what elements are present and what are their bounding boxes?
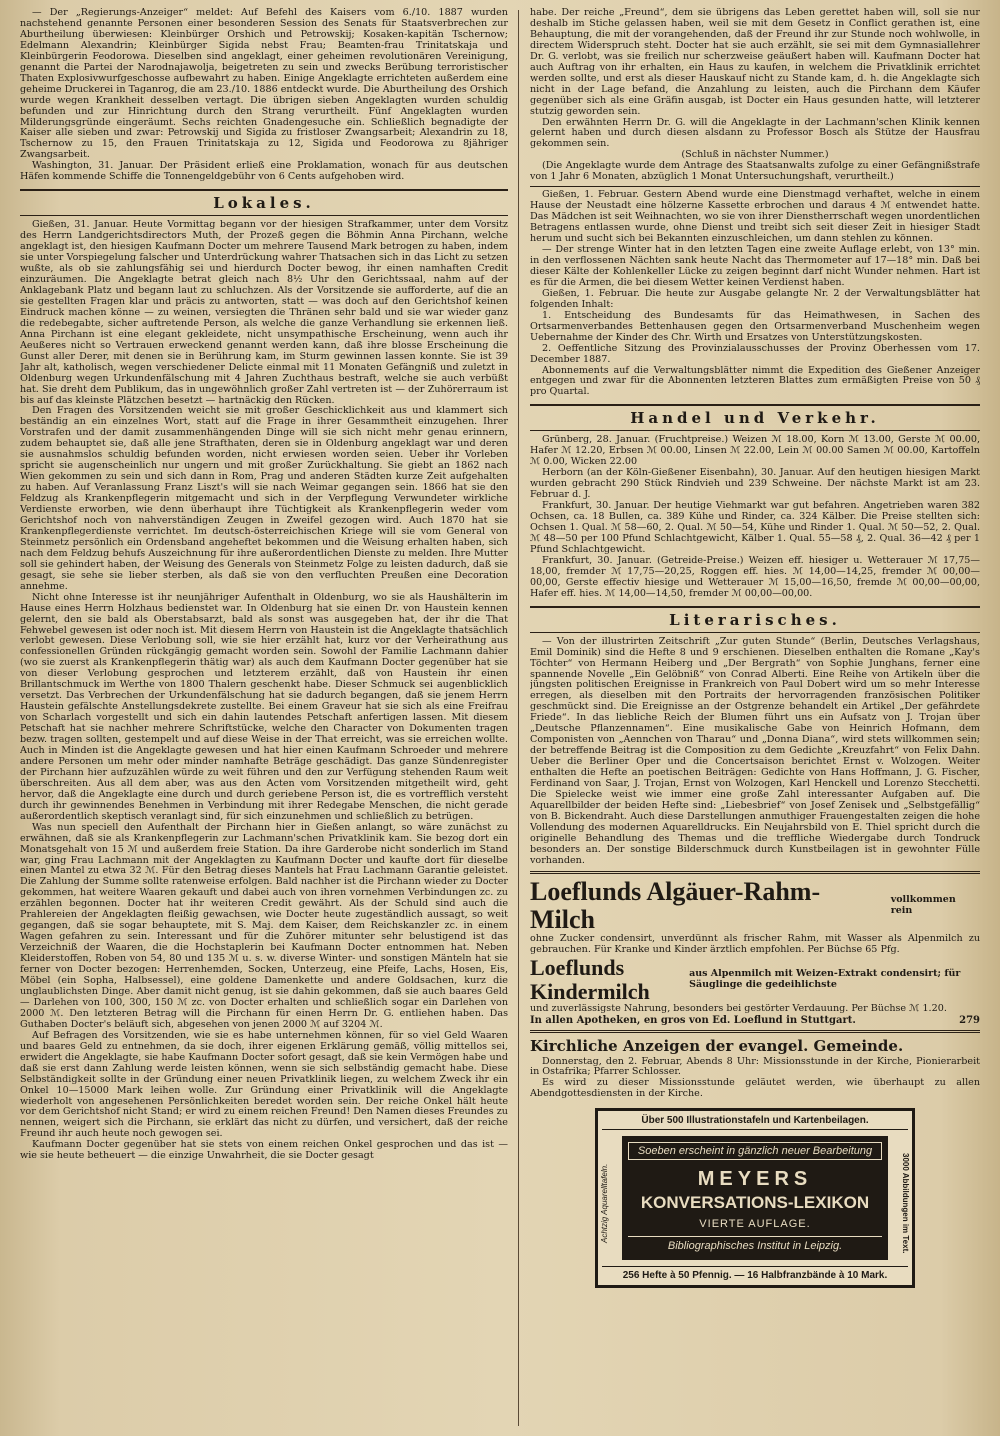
lokales-paragraph: Kaufmann Docter gegenüber hat sie stets von einem reichen Onkel gesprochen und das ist — wie sie heute betheuert — die einzige Unwahrheit, die sie Docter gesagt <box>20 1139 508 1162</box>
ad-footer-text: In allen Apotheken, en gros von Ed. Loeflund in Stuttgart. <box>530 1014 856 1026</box>
divider <box>530 1030 980 1033</box>
market-report: Herborn (an der Köln-Gießener Eisenbahn), 30. Januar. Auf den heutigen hiesigen Markt wurden gebracht 290 Stück Rindvieh und 239 Schweine. Der nächste Markt ist am 23. Februar d. J. <box>530 467 980 501</box>
literary-review: — Von der illustrirten Zeitschrift „Zur guten Stunde“ (Berlin, Deutsches Verlagshaus, Emil Dominik) sind die Hefte 8 und 9 erschienen. Dieselben enthalten die Romane „Kay's Töchter“ von Hermann Heiberg und „Der Bergrath“ von Sophie Junghans, ferner eine spannende Novelle „Ein Gelöbniß“ von Conrad Alberti. Eine Reihe von Artikeln über die jüngsten politischen Ereignisse in Frankreich von Paul Dobert wird um so mehr Interesse erregen, als dieselben mit den Portraits der hervorragenden französischen Politiker geschmückt sind. Die Ereignisse an der Ostgrenze behandelt ein Artikel „Der gefährdete Friede“. In das liebliche Reich der Blumen führt uns ein Aufsatz von J. Trojan über „Deutsche Pflanzennamen“. Eine musikalische Gabe von Heinrich Hofmann, dem Componisten von „Aennchen von Tharau“ und „Donna Diana“, wird stets willkommen sein; der betreffende Beitrag ist die Composition zu dem Gedichte „Kreuzfahrt“ von Felix Dahn. Ueber die Berliner Oper und die Concertsaison berichtet Ernst v. Wolzogen. Weiter enthalten die Hefte an poetischen Beiträgen: Gedichte von Hans Hoffmann, J. G. Fischer, Ferdinand von Saar, J. Trojan, Ernst von Wolzogen, Karl Henckell und Lorenzo Stecchetti. Die Spielecke weist wie immer eine große Zahl interessanter Aufgaben auf. Die Aquarellbilder der beiden Hefte sind: „Liebesbrief“ von Josef Zenisek und „Selbstgefällig“ von B. Bickendraht. Auch diese Darstellungen anmuthiger Frauengestalten zeigen die hohe Vollendung des modernen Aquarelldrucks. Ein Neujahrsbild von E. Thiel spricht durch die originelle Behandlung des Themas und die treffliche Wiedergabe durch Tondruck besonders an. Der sonstige Bilderschmuck durch Kunstbeilagen ist in gewohnter Fülle vorhanden. <box>530 635 980 866</box>
continued-paragraph: Den erwähnten Herrn Dr. G. will die Angeklagte in der Lachmann'schen Klinik kennen gelernt haben und durch diesen alsdann zu Professor Bosch als Stütze der Hausfrau gekommen sein. <box>530 116 980 150</box>
market-report: Grünberg, 28. Januar. (Fruchtpreise.) Weizen ℳ 18.00, Korn ℳ 13.00, Gerste ℳ 00.00, Hafer ℳ 12.20, Erbsen ℳ 00.00, Linsen ℳ 22.00, Lein ℳ 00.00 Samen ℳ 00.00, Kartoffeln ℳ 0.00, Wicken 22.00 <box>530 434 980 468</box>
left-column <box>20 8 508 1428</box>
list-item: 1. Entscheidung des Bundesamts für das Heimathwesen, in Sachen des Ortsarmenverbandes Bettenhausen gegen den Ortsarmenverband Muschenheim wegen Uebernahme der Kinder des Chr. Wirth und Ersatzes von Unterstützungskosten. <box>530 309 980 343</box>
ad-title: Loeflunds Kindermilch <box>530 954 650 1004</box>
ad-side-text: Achtzig Aquarelltafeln. <box>600 1163 609 1243</box>
section-title-lokales: Lokales. <box>20 189 508 216</box>
right-column <box>530 8 980 1428</box>
church-notice: Donnerstag, den 2. Februar, Abends 8 Uhr: Missionsstunde in der Kirche, Pionierarbeit in Ostafrika; Pfarrer Schlosser. <box>530 1055 980 1078</box>
ad-footer <box>530 1015 980 1026</box>
lokales-paragraph: Auf Befragen des Vorsitzenden, wie sie es habe unternehmen können, für so viel Geld Waaren und baares Geld zu entnehmen, da sie doch, ihrer eigenen Erklärung gemäß, völlig mittellos sei, erwidert die Angeklagte, sie habe Kaufmann Docter sofort gesagt, daß sie kein Vermögen habe und daß sie erst dann Zahlung werde leisten können, wenn sie sich selbständig gemacht habe. Diese Selbständigkeit sollte in der Gründung einer neuen Privatklinik liegen, zu welchem Zweck ihr ein Onkel 10—15000 Mark leihen wolle. Zur Gründung einer Privatklinik will die Angeklagte wiederholt von angesehenen Persönlichkeiten beredet worden sein. Der reiche Onkel hält heute vor dem Gerichtshof nicht Stand; er wird zu einem reichen Freund! Den Namen dieses Freundes zu nennen, weigert sich die Pirchann, sie erklärt das nicht zu dürfen, und versichert, daß der reiche Freund ihr auch heute noch gewogen sei. <box>20 1029 508 1140</box>
local-news: Gießen, 1. Februar. Gestern Abend wurde eine Dienstmagd verhaftet, welche in einem Hause der Neustadt eine hölzerne Kassette erbrochen und daraus 4 ℳ entwendet hatte. Das Mädchen ist seit Weihnachten, wo sie von ihrer Dienstherrschaft wegen unordentlichen Betragens entlassen wurde, ohne Dienst und treibt sich seit dieser Zeit in hiesiger Stadt herum und sucht sich bei Bekannten einzuschleichen, um dann stehlen zu können. <box>530 189 980 245</box>
ad-side-text: 3000 Abbildungen im Text. <box>901 1153 910 1254</box>
list-item: 2. Oeffentliche Sitzung des Provinzialausschusses der Provinz Oberhessen vom 17. December 1887. <box>530 342 980 365</box>
ad-number: 279 <box>959 1014 980 1026</box>
market-report: Frankfurt, 30. Januar. (Getreide-Preise.) Weizen eff. hiesiger u. Wetterauer ℳ 17,75—18,00, fremder ℳ 17,75—20,25, Roggen eff. hies. ℳ 14,00—14,25, fremder ℳ 00,00—00,00, Gerste effectiv hiesige und Wetterauer ℳ 15,00—16,50, fremde ℳ 00,00—00,00, Hafer eff. hies. ℳ 14,00—14,50, fremder ℳ 00,00—00,00. <box>530 554 980 599</box>
ad-subtitle: Soeben erscheint in gänzlich neuer Bearbeitung <box>628 1142 882 1160</box>
lokales-paragraph: Nicht ohne Interesse ist ihr neunjähriger Aufenthalt in Oldenburg, wo sie als Haushälterin im Hause eines Herrn Holzhaus bedienstet war. In Oldenburg hat sie einen Dr. von Haustein kennen gelernt, den sie bald als Oberstabsarzt, bald als sonst was ausgegeben hat, der ihr die That Fehwebel gewesen ist oder noch ist. Mit diesem Herrn von Haustein ist die Angeklagte thatsächlich verlobt gewesen. Diese Verlobung soll, wie sie hier erzählt hat, kurz vor der Verheirathung aus confessionellen Gründen rückgängig gemacht worden sein. Sowohl der Familie Lachmann dahier (wo sie zuerst als Krankenpflegerin thätig war) als auch dem Kaufmann Docter gegenüber hat sie von dieser Verlobung gesprochen und letzterem erzählt, daß von Haustein ihr einen Brillantschmuck im Werthe von 1800 Thalern geschenkt habe. Dieser Schmuck sei augenblicklich versetzt. Das Verbrechen der Urkundenfälschung hat sie dadurch begangen, daß sie jenem Herrn Haustein gefälschte Anstellungsdekrete zustellte. Bei einem Graveur hat sie sich als eine Freifrau von Scharlach vorgestellt und sich ein dahin lautendes Petschaft anfertigen lassen. Mit diesem Petschaft hat sie nachher mehrere Schriftstücke, welche den Character von Dokumenten tragen bezw. tragen sollten, gestempelt und auf diese Weise in der That erreicht, was sie erreichen wollte. Auch in Minden ist die Angeklagte gewesen und hat hier einen Kaufmann Schroeder und mehrere andere Personen um mehr oder minder namhafte Beträge geschädigt. Das ganze Sündenregister der Pirchann hier aufzuzählen würde zu weit führen und den zur Verfügung stehenden Raum weit überschreiten. Aus all dem aber, was aus den Acten vom Vorsitzenden mitgetheilt wird, geht hervor, daß die Angeklagte eine durch und durch geriebene Person ist, die es vortrefflich versteht durch ihr gewinnendes Benehmen in Verbindung mit ihrer Redegabe Menschen, die nicht gerade außerordentlich skeptisch veranlagt sind, für sich einzunehmen und schließlich zu betrügen. <box>20 591 508 822</box>
ad-panel <box>622 1136 888 1260</box>
lokales-paragraph: Gießen, 31. Januar. Heute Vormittag begann vor der hiesigen Strafkammer, unter dem Vorsitz des Herrn Landgerichtsdirectors Muth, der Prozeß gegen die Böhmin Anna Pirchann, welche angeklagt ist, den hiesigen Kaufmann Docter um mehrere Tausend Mark betrogen zu haben, indem sie unter Vorspiegelung falscher und Unterdrückung wahrer Thatsachen sich in das Licht zu setzen wußte, als ob sie zahlungsfähig sei und hierdurch Docter bewog, ihr einen namhaften Credit einzuräumen. Die Angeklagte betrat gleich nach 8½ Uhr den Gerichtssaal, nahm auf der Anklagebank Platz und begann laut zu schluchzen. Als der Vorsitzende sie aufforderte, auf die an sie gestellten Fragen klar und präcis zu antworten, statt — was doch auf den Gerichtshof keinen Eindruck machen könne — zu weinen, versiegten die Thränen sehr bald und sie war wieder ganz die redebegabte, sicher auftretende Person, als welche die ganze Verhandlung sie erkennen ließ. Anna Pirchann ist eine elegant gekleidete, nicht unsympathische Erscheinung, wenn auch ihr Aeußeres nicht so Vertrauen erweckend genannt werden kann, daß ihre blosse Erscheinung die Gunst aller Derer, mit denen sie in Berührung kam, im Sturm gewinnen lassen konnte. Sie ist 39 Jahr alt, katholisch, wegen verschiedener Delicte einmal mit 11 Monaten Gefängniß und zuletzt in Oldenburg wegen Urkundenfälschung mit 4 Jahren Zuchthaus bestraft, welche sie auch verbüßt hat. Sie dreht dem Publikum, das in ungewöhnlich großer Zahl vertreten ist — der Zuhörerraum ist bis auf das kleinste Plätzchen besetzt — hartnäckig den Rücken. <box>20 219 508 406</box>
divider <box>530 186 980 187</box>
advertisement-rahm-milch <box>530 878 980 934</box>
ad-edition: VIERTE AUFLAGE. <box>699 1218 811 1231</box>
lokales-paragraph: Den Fragen des Vorsitzenden weicht sie mit großer Geschicklichkeit aus und klammert sich beständig an ein einzelnes Wort, statt auf die Frage in ihrer Gesammtheit einzugehen. Ihrer Vorstrafen und der damit zusammenhängenden Dinge will sie sich nicht mehr genau erinnern, zudem behauptet sie, daß alle jene Strafthaten, deren sie in Oldenburg angeklagt war und deren sie ausnahmslos schuldig befunden worden, nicht erwiesen worden seien. Ueber ihr Vorleben spricht sie augenscheinlich nur ungern und mit großer Zurückhaltung. Sie giebt an 1862 nach Wien gekommen zu sein und sich dann in Rom, Prag und anderen Städten kurze Zeit aufgehalten zu haben. Auf Veranlassung Franz Liszt's will sie nach Weimar gegangen sein. 1866 hat sie den Feldzug als Krankenpflegerin mitgemacht und sich in der Verpflegung Verwundeter wirkliche Verdienste erworben, wie denn überhaupt ihre Tüchtigkeit als Krankenpflegerin weder vom Gerichtshof noch von nahverständigen Zeugen in Zweifel gezogen wird. Auch 1870 hat sie Krankenpflegerdienste verrichtet. Im deutsch-österreichischen Kriege will sie vom General von Steinmetz persönlich ein Ordensband angeheftet bekommen und die Weisung erhalten haben, sich nach dem Feldzug behufs Auszeichnung für ihre außerordentlichen Dienste zu melden. Ihre Mutter soll sie gehindert haben, der Weisung des Generals von Steinmetz Folge zu leisten dadurch, daß sie gesagt, sie sehe sie lieber sterben, als daß sie von den verfluchten Preußen eine Decoration annehme. <box>20 405 508 592</box>
ad-text: und zuverlässigste Nahrung, besonders bei gestörter Verdauung. Per Büchse ℳ 1.20. <box>530 1002 947 1014</box>
meyers-lexikon-ad <box>595 1108 915 1288</box>
ad-text: ohne Zucker condensirt, unverdünnt als frischer Rahm, mit Wasser als Alpenmilch zu gebrauchen. Für Kranke und Kinder ärztlich empfohlen. Per Büchse 65 Pfg. <box>530 932 980 955</box>
ad-title: MEYERS <box>697 1168 813 1191</box>
market-report: Frankfurt, 30. Januar. Der heutige Viehmarkt war gut befahren. Angetrieben waren 382 Ochsen, ca. 18 Bullen, ca. 389 Kühe und Rinder, ca. 324 Kälber. Die Preise stellten sich: Ochsen 1. Qual. ℳ 58—60, 2. Qual. ℳ 50—54, Kühe und Rinder 1. Qual. ℳ 50—52, 2. Qual. ℳ 48—50 per 100 Pfund Schlachtgewicht, Kälber 1. Qual. 55—58 ₰, 2. Qual. 36—42 ₰ per 1 Pfund Schlachtgewicht. <box>530 500 980 555</box>
continuation-note: (Schluß in nächster Nummer.) <box>681 149 829 161</box>
local-news: Gießen, 1. Februar. Die heute zur Ausgabe gelangte Nr. 2 der Verwaltungsblätter hat folgenden Inhalt: <box>530 287 980 310</box>
news-washington: Washington, 31. Januar. Der Präsident erließ eine Proklamation, wonach für aus deutschen Häfen kommende Schiffe die Tonnengeldgebühr von 6 Cents aufgehoben wird. <box>20 160 508 183</box>
church-notice: Es wird zu dieser Missionsstunde geläutet werden, wie überhaupt zu allen Abendgottesdiensten in der Kirche. <box>530 1077 980 1100</box>
subscription-note: Abonnements auf die Verwaltungsblätter nimmt die Expedition des Gießener Anzeiger entgegen und zwar für die Abonnenten letzteren Blattes zum ermäßigten Preise von 50 ₰ pro Quartal. <box>530 364 980 398</box>
ad-header: Über 500 Illustrationstafeln und Kartenbeilagen. <box>602 1115 908 1130</box>
section-title-literarisches: Literarisches. <box>530 606 980 633</box>
church-notice-title: Kirchliche Anzeigen der evangel. Gemeinde. <box>530 1036 904 1055</box>
advertisement-kindermilch <box>530 956 980 1004</box>
local-news: — Der strenge Winter hat in den letzten Tagen eine zweite Auflage erlebt, von 13° min. in den verflossenen Nächten sank heute Nacht das Thermometer auf 17—18° min. Daß bei dieser Kälte der Kohlenkeller Lücke zu zeigen beginnt darf nicht Wunder nehmen. Hart ist es für die Armen, die bei diesem Wetter keinen Verdienst haben. <box>530 244 980 288</box>
ad-tag: aus Alpenmilch mit Weizen-Extrakt condensirt; für Säuglinge die gedeihlichste <box>689 968 961 990</box>
ad-tag: vollkommen rein <box>890 894 956 916</box>
ad-title: KONVERSATIONS-LEXIKON <box>640 1193 870 1213</box>
divider <box>530 871 980 874</box>
continued-paragraph: habe. Der reiche „Freund“, dem sie übrigens das Leben gerettet haben will, soll sie nur deshalb im Stiche gelassen haben, weil sie mit dem Gesetz in Conflict gerathen ist, eine Behauptung, die mit der vorangehenden, daß der Freund ihr zur Stunde noch wohlwolle, in directem Widerspruch steht. Docter hat sie auch erzählt, sie sei mit dem Gymnasiallehrer Dr. G. verlobt, was sie freilich nur scherzweise geäußert haben will. Kaufmann Docter hat auch Auftrag von ihr erhalten, ein Haus zu kaufen, in welchem die Privatklinik errichtet werden sollte, und erst als dieser Hauskauf nicht zu Stande kam, d. h. die Angeklagte sich nicht in der Lage befand, die Anzahlung zu leisten, auch die Pirchann dem Käufer gegenüber sich als eine Gräfin ausgab, ist Docter ein Haus gesunden hatte, will letzterer stutzig geworden sein. <box>530 8 980 117</box>
lokales-paragraph: Was nun speciell den Aufenthalt der Pirchann hier in Gießen anlangt, so wäre zunächst zu erwähnen, daß sie als Krankenpflegerin zur Lachmann'schen Privatklinik kam. Sie bezog dort ein Monatsgehalt von 15 ℳ und außerdem freie Station. Da ihre Garderobe nicht sonderlich im Stand war, ging Frau Lachmann mit der Angeklagten zu Kaufmann Docter und kaufte dort für dieselbe einen Mantel zu etwa 32 ℳ. Für den Betrag dieses Mantels hat Frau Lachmann Garantie geleistet. Die Zahlung der Summe sollte ratenweise erfolgen. Bald nachher ist die Pirchann wieder zu Docter gekommen, hat weitere Waaren gekauft und dabei auch von ihren vornehmen Verbindungen zc. zu erzählen begonnen. Docter hat ihr weiteren Credit gewährt. Als der Schuld sind auch die Prahlereien der Angeklagten fleißig gewachsen, wie Docter heute zugeständlich aussagt, so weit gegangen, daß sie sogar behauptete, mit S. Maj. dem Kaiser, dem Reichskanzler zc. in einem Wagen gefahren zu sein. Interessant und für die Zuhörer mitunter sehr belustigend ist das Verzeichniß der Waaren, die die Hochstaplerin bei Kaufmann Docter entnommen hat. Neben Kleiderstoffen, Roben von 54, 80 und 135 ℳ u. s. w. diverse Winter- und sonstigen Mänteln hat sie ferner von Docter bezogen: Herrenhemden, Socken, Unterzeug, eine Pfeife, Lachs, Hosen, Eis, Möbel (ein Sopha, Halbsessel), eine goldene Damenkette und andere Goldsachen, kurz die unglaublichsten Dinge. Aber damit nicht genug, ist sie dahin gekommen, daß sie auch baares Geld — Darlehen von 100, 300, 150 ℳ zc. von Docter erhalten und schließlich sogar ein Darlehen von 2000 ℳ. Den letzteren Betrag will die Pirchann für einen Herrn Dr. G. entliehen haben. Das Guthaben Docter's beläuft sich, abgesehen von jenen 2000 ℳ auf 3204 ℳ. <box>20 821 508 1030</box>
section-title-handel: Handel und Verkehr. <box>530 404 980 431</box>
ad-publisher: Bibliographisches Institut in Leipzig. <box>628 1236 882 1252</box>
ad-footer: 256 Hefte à 50 Pfennig. — 16 Halbfranzbände à 10 Mark. <box>602 1266 908 1281</box>
news-regierungs-anzeiger: — Der „Regierungs-Anzeiger“ meldet: Auf Befehl des Kaisers vom 6./10. 1887 wurden nachstehend genannte Personen einer besonderen Session des Senats für Staatsverbrechen zur Aburtheilung überwiesen: Kleinbürger Orshich und Petrowskij; Kosaken-kapitän Tschernow; Edelmann Alexandrin; Kleinbürger Sigida nebst Frau; Beamten-frau Trinitatskaja und Kleinbürgerin Feodorowa. Dieselben sind angeklagt, einer geheimen revolutionären Vereinigung, genannt die Partei der Narodnajawolja, beigetreten zu sein und zwecks Berübung terroristischer Thaten Explosivwurfgeschosse aufbewahrt zu haben. Einige Angeklagte errichteten außerdem eine geheime Druckerei in Taganrog, die am 23./10. 1886 entdeckt wurde. Die Aburtheilung des Orshich wurde wegen Krankheit desselben vertagt. Die übrigen sieben Angeklagten wurden schuldig befunden und zur Hinrichtung durch den Strang verurtheilt. Fünf Angeklagten wurden Milderungsgründe eingeräumt. Sechs reichten Gnadengesuche ein. Schließlich begnadigte der Kaiser alle sieben und zwar: Petrowskij und Sigida zu fristloser Zwangsarbeit; Alexandrin zu 18, Tschernow zu 15, den Frauen Trinitatskaja zu 12, Sigida und Feodorowa zu 8jähriger Zwangsarbeit. <box>20 8 508 161</box>
verdict-note: (Die Angeklagte wurde dem Antrage des Staatsanwalts zufolge zu einer Gefängnißstrafe von 1 Jahr 6 Monaten, abzüglich 1 Monat Untersuchungshaft, verurtheilt.) <box>530 160 980 183</box>
ad-title: Loeflunds Algäuer-Rahm-Milch <box>530 876 821 934</box>
column-divider <box>518 10 519 1426</box>
